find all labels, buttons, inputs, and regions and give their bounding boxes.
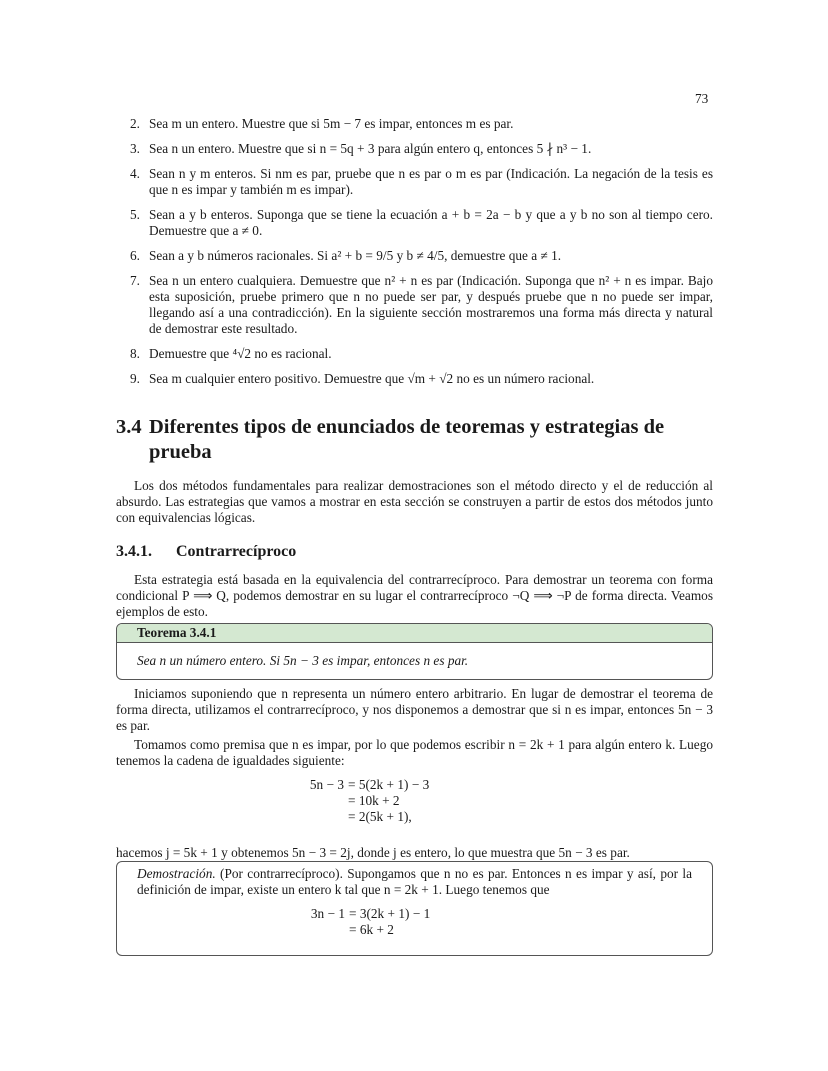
exercise-item: [116, 207, 713, 239]
exercise-item: [116, 166, 713, 198]
exercise-text: Sean a y b enteros. Suponga que se tiene la ecuación a + b = 2a − b y que a y b no son al tiempo cero. Demuestre que a ≠ 0.: [149, 207, 713, 238]
equation-chain: [284, 777, 429, 825]
equation-lhs: [285, 922, 349, 938]
subsection-heading: [116, 544, 296, 560]
proof-text: [117, 862, 712, 898]
discussion-paragraph-3: hacemos j = 5k + 1 y obtenemos 5n − 3 = 2j, donde j es entero, lo que muestra que 5n − 3 es par.: [116, 845, 630, 860]
theorem-title: Teorema 3.4.1: [117, 624, 712, 643]
discussion-paragraph-1: Iniciamos suponiendo que n representa un número entero arbitrario. En lugar de demostrar el teorema de forma directa, utilizamos el contrarrecíproco, y nos disponemos a demostrar que si n es impar, entonces 5n − 3 es par.: [116, 686, 713, 733]
equation-row: [284, 793, 429, 809]
proof-label: Demostración.: [137, 866, 216, 881]
exercise-number: 6.: [130, 248, 140, 263]
equation-lhs: [284, 809, 348, 825]
equation-rhs: = 2(5k + 1),: [348, 809, 412, 824]
equation-rhs: = 3(2k + 1) − 1: [349, 906, 431, 921]
exercise-number: 7.: [130, 273, 140, 288]
equation-row: [285, 922, 430, 938]
exercise-text: Sean a y b números racionales. Si a² + b = 9/5 y b ≠ 4/5, demuestre que a ≠ 1.: [149, 248, 562, 263]
exercise-text: Sea m un entero. Muestre que si 5m − 7 es impar, entonces m es par.: [149, 116, 514, 131]
equation-rhs: = 6k + 2: [349, 922, 394, 937]
section-title-continued: prueba: [149, 441, 212, 463]
equation-lhs: 5n − 3: [309, 777, 344, 792]
exercise-list: [116, 116, 713, 396]
equation-rhs: = 5(2k + 1) − 3: [348, 777, 430, 792]
theorem-box: [116, 623, 713, 680]
section-heading: [116, 415, 713, 465]
proof-equation-chain: [285, 906, 430, 938]
section-number: 3.4: [116, 416, 142, 438]
exercise-item: [116, 141, 713, 157]
exercise-number: 2.: [130, 116, 140, 131]
equation-lhs: 3n − 1: [310, 906, 345, 921]
exercise-number: 8.: [130, 346, 140, 361]
exercise-text: Sean n y m enteros. Si nm es par, pruebe que n es par o m es par (Indicación. La negación de la tesis es que n es impar y también m es impar).: [149, 166, 713, 197]
proof-body: (Por contrarrecíproco). Supongamos que n no es par. Entonces n es impar y así, por la definición de impar, existe un entero k tal que n = 2k + 1. Luego tenemos que: [137, 866, 693, 897]
exercise-text: Sea n un entero cualquiera. Demuestre que n² + n es par (Indicación. Suponga que n² + n es impar. Bajo esta suposición, pruebe primero que n no puede ser par, y después pruebe que n no puede ser impar, llegando así a una contradicción). En la siguiente sección mostraremos una forma más directa y natural de demostrar este resultado.: [149, 273, 713, 336]
section-title: Diferentes tipos de enunciados de teoremas y estrategias de: [149, 416, 665, 438]
section-intro-paragraph: Los dos métodos fundamentales para realizar demostraciones son el método directo y el de reducción al absurdo. Las estrategias que vamos a mostrar en esta sección se construyen a partir de estos dos métodos junto con equivalencias lógicas.: [116, 478, 713, 525]
theorem-statement: Sea n un número entero. Si 5n − 3 es impar, entonces n es par.: [137, 653, 469, 668]
exercise-number: 9.: [130, 371, 140, 386]
equation-rhs: = 10k + 2: [348, 793, 400, 808]
exercise-number: 4.: [130, 166, 140, 181]
equation-row: [285, 906, 430, 922]
equation-lhs: [284, 793, 348, 809]
discussion-paragraph-2: Tomamos como premisa que n es impar, por lo que podemos escribir n = 2k + 1 para algún entero k. Luego tenemos la cadena de igualdades siguiente:: [116, 737, 713, 768]
subsection-number: 3.4.1.: [116, 543, 152, 560]
exercise-text: Sea n un entero. Muestre que si n = 5q + 3 para algún entero q, entonces 5 ∤ n³ − 1.: [149, 141, 592, 156]
exercise-text: Sea m cualquier entero positivo. Demuestre que √m + √2 no es un número racional.: [149, 371, 595, 386]
exercise-item: [116, 116, 713, 132]
page-number: 73: [695, 91, 709, 106]
exercise-item: [116, 346, 713, 362]
exercise-text: Demuestre que ⁴√2 no es racional.: [149, 346, 332, 361]
subsection-title: Contrarrecíproco: [176, 543, 297, 560]
subsection-intro-paragraph: Esta estrategia está basada en la equivalencia del contrarrecíproco. Para demostrar un teorema con forma condicional P ⟹ Q, podemos demostrar en su lugar el contrarrecíproco ¬Q ⟹ ¬P de forma directa. Veamos ejemplos de esto.: [116, 572, 713, 619]
proof-box: [116, 861, 713, 956]
exercise-item: [116, 273, 713, 337]
exercise-item: [116, 248, 713, 264]
equation-row: [284, 777, 429, 793]
exercise-number: 5.: [130, 207, 140, 222]
exercise-item: [116, 371, 713, 387]
equation-row: [284, 809, 429, 825]
exercise-number: 3.: [130, 141, 140, 156]
